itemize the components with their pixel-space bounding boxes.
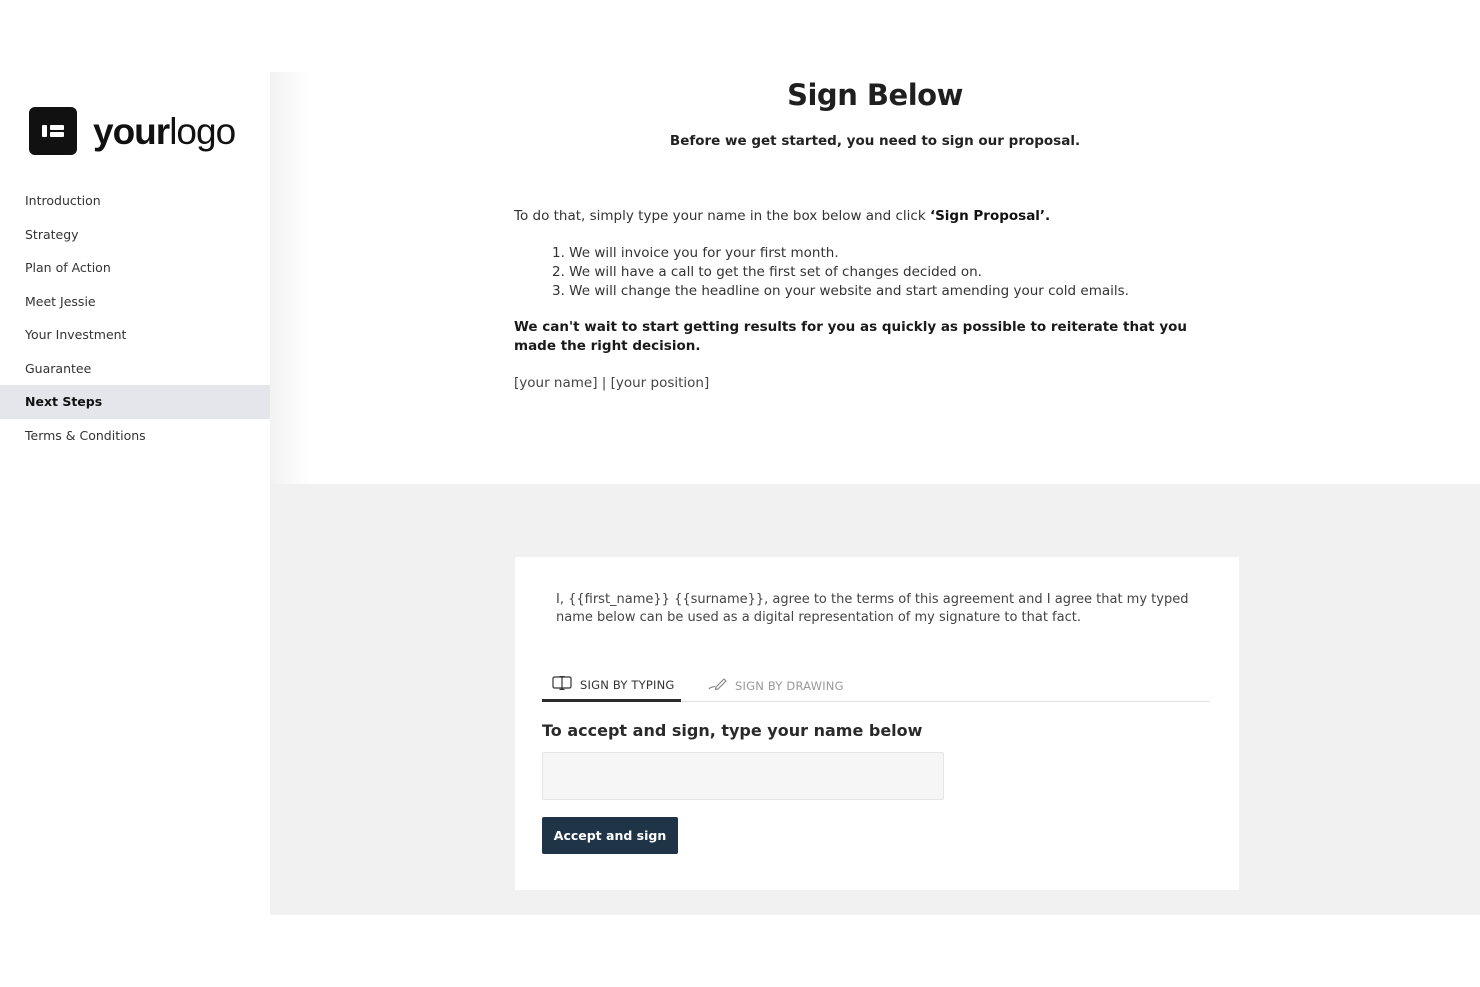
closing-text: We can't wait to start getting results for you as quickly as possible to reiterate that you made the right decision. — [514, 319, 1188, 354]
page-title: Sign Below — [787, 78, 963, 112]
sidebar-item-plan-of-action[interactable]: Plan of Action — [25, 260, 111, 275]
sidebar-item-meet-jessie[interactable]: Meet Jessie — [25, 293, 96, 309]
signature-section — [270, 484, 1480, 915]
list-item: 3. We will change the headline on your website and start amending your cold emails. — [552, 283, 1129, 299]
sidebar-item-guarantee[interactable]: Guarantee — [25, 360, 92, 376]
sidebar-nav — [0, 184, 270, 452]
sidebar-item-strategy[interactable]: Strategy — [25, 226, 79, 242]
logo[interactable] — [29, 107, 235, 155]
signature-name-input[interactable] — [542, 752, 944, 800]
accept-sign-label: To accept and sign, type your name below — [542, 721, 923, 740]
main-content — [270, 72, 1480, 484]
tab-label: SIGN BY DRAWING — [735, 678, 844, 693]
pen-icon — [707, 677, 727, 694]
intro-text-bold: ‘Sign Proposal’. — [929, 208, 1051, 224]
keyboard-icon — [552, 676, 572, 693]
list-item: 1. We will invoice you for your first month. — [552, 245, 839, 261]
sidebar-item-your-investment[interactable]: Your Investment — [25, 327, 127, 342]
logo-text-bold: your — [93, 110, 170, 152]
sidebar-item-introduction[interactable]: Introduction — [25, 193, 101, 208]
signature-card — [515, 557, 1239, 890]
sidebar-item-terms-conditions[interactable]: Terms & Conditions — [25, 427, 146, 443]
list-item: 2. We will have a call to get the first set of changes decided on. — [552, 264, 982, 280]
sidebar — [0, 72, 270, 915]
page-subtitle: Before we get started, you need to sign our proposal. — [669, 133, 1081, 149]
sidebar-item-next-steps[interactable]: Next Steps — [0, 385, 270, 419]
tab-sign-by-drawing[interactable] — [707, 670, 844, 701]
signature-tabs — [542, 670, 1210, 702]
agreement-text: I, {{first_name}} {{surname}}, agree to the terms of this agreement and I agree that my typed name below can be used as a digital representation of my signature to that fact. — [556, 592, 1189, 625]
logo-text-light: logo — [169, 110, 236, 152]
tab-label: SIGN BY TYPING — [580, 677, 675, 692]
steps-list — [552, 244, 1129, 301]
name-position-placeholder: [your name] | [your position] — [514, 375, 710, 391]
accept-and-sign-button[interactable]: Accept and sign — [542, 817, 678, 854]
intro-text-plain: To do that, simply type your name in the box below and click — [514, 208, 930, 224]
logo-text — [93, 110, 236, 152]
intro-text — [514, 208, 1050, 224]
logo-mark-icon — [29, 107, 77, 155]
tab-sign-by-typing[interactable] — [542, 670, 681, 702]
